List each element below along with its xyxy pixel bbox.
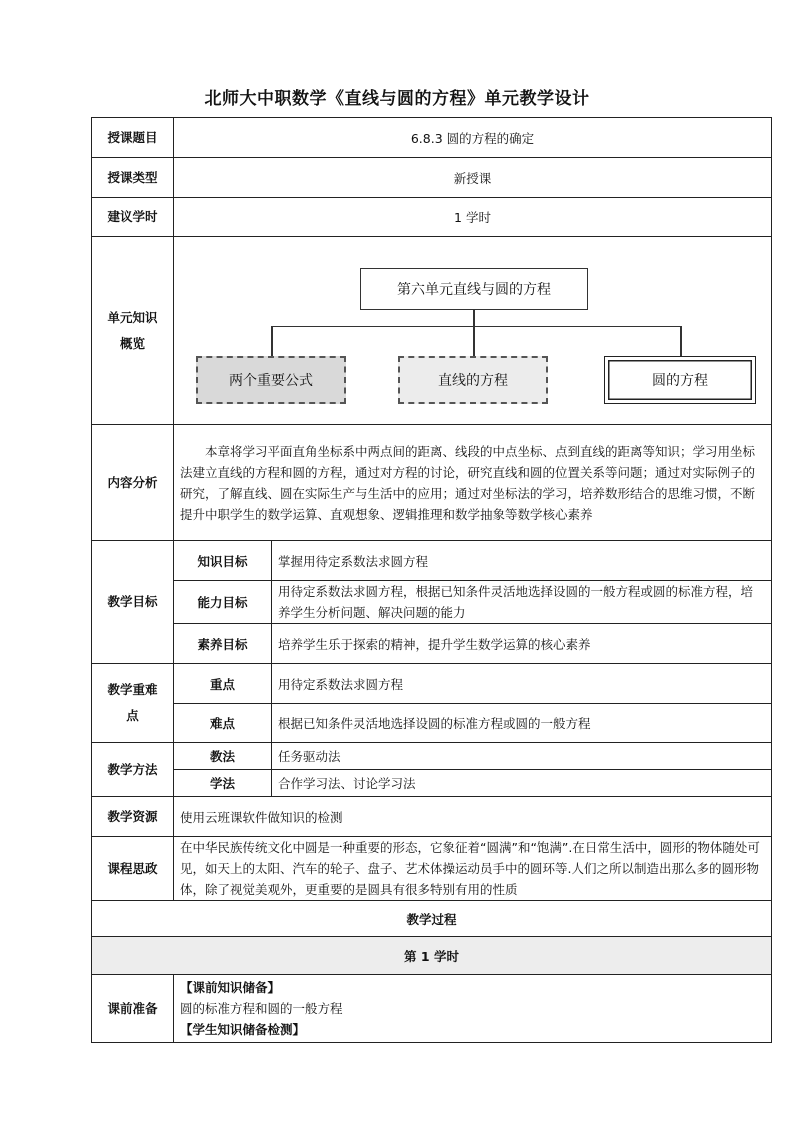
- objective-knowledge-value: 掌握用待定系数法求圆方程: [272, 541, 772, 581]
- objectives-label: 教学目标: [92, 541, 174, 664]
- row-objective-ability: [92, 581, 772, 624]
- overview-label: [92, 237, 174, 425]
- ideology-text: 在中华民族传统文化中圆是一种重要的形态，它象征着“圆满”和“饱满”.在日常生活中，圆形的物体随处可见，如天上的太阳、汽车的轮子、盘子、艺术体操运动员手中的圆环等.人们之所以制造出那么多的圆形物体，除了视觉美观外，更重要的是圆具有很多特别有用的性质: [174, 837, 772, 901]
- learning-method-value: 合作学习法、讨论学习法: [272, 770, 772, 797]
- row-process-header: [92, 901, 772, 937]
- prep-cell: [174, 975, 772, 1043]
- prep-line-knowledge-reserve: 【课前知识储备】: [180, 980, 281, 995]
- keypoints-label-line1: 教学重难: [107, 682, 158, 697]
- row-objective-literacy: [92, 624, 772, 664]
- row-topic: [92, 118, 772, 158]
- teaching-method-value: 任务驱动法: [272, 743, 772, 770]
- hours-label: 建议学时: [92, 198, 174, 237]
- process-header: 教学过程: [92, 901, 772, 937]
- lesson-plan-table: [91, 117, 772, 1043]
- row-type: [92, 158, 772, 198]
- methods-label: 教学方法: [92, 743, 174, 797]
- type-label: 授课类型: [92, 158, 174, 198]
- keypoints-label-line2: 点: [126, 708, 139, 723]
- row-overview: [92, 237, 772, 425]
- teaching-method-key: 教法: [174, 743, 272, 770]
- analysis-text: 本章将学习平面直角坐标系中两点间的距离、线段的中点坐标、点到直线的距离等知识；学习用坐标法建立直线的方程和圆的方程，通过对方程的讨论，研究直线和圆的位置关系等问题；通过对实际例子的研究，了解直线、圆在实际生产与生活中的应用；通过对坐标法的学习，培养数形结合的思维习惯，不断提升中职学生的数学运算、直观想象、逻辑推理和数学抽象等数学核心素养: [180, 443, 756, 522]
- row-prep: [92, 975, 772, 1043]
- analysis-label: 内容分析: [92, 425, 174, 541]
- resources-label: 教学资源: [92, 797, 174, 837]
- keypoints-label: [92, 664, 174, 743]
- keypoint-key: 重点: [174, 664, 272, 704]
- row-resources: [92, 797, 772, 837]
- row-hours: [92, 198, 772, 237]
- objective-literacy-value: 培养学生乐于探索的精神，提升学生数学运算的核心素养: [272, 624, 772, 664]
- row-teaching-method: [92, 743, 772, 770]
- row-objective-knowledge: [92, 541, 772, 581]
- objective-ability-key: 能力目标: [174, 581, 272, 624]
- period-header: 第 1 学时: [92, 937, 772, 975]
- overview-label-line2: 概览: [119, 335, 145, 351]
- learning-method-key: 学法: [174, 770, 272, 797]
- hours-value: 1 学时: [174, 198, 772, 237]
- prep-label: 课前准备: [92, 975, 174, 1043]
- overview-diagram-cell: [174, 237, 772, 425]
- difficulty-key: 难点: [174, 704, 272, 743]
- keypoint-value: 用待定系数法求圆方程: [272, 664, 772, 704]
- row-analysis: [92, 425, 772, 541]
- prep-line-check: 【学生知识储备检测】: [180, 1022, 306, 1037]
- row-keypoint: [92, 664, 772, 704]
- row-learning-method: [92, 770, 772, 797]
- node-circle-equation: 圆的方程: [604, 356, 756, 404]
- document-title: 北师大中职数学《直线与圆的方程》单元教学设计: [204, 89, 590, 109]
- unit-root-node: 第六单元直线与圆的方程: [360, 268, 588, 310]
- difficulty-value: 根据已知条件灵活地选择设圆的标准方程或圆的一般方程: [272, 704, 772, 743]
- node-line-equation: 直线的方程: [398, 356, 548, 404]
- ideology-label: 课程思政: [92, 837, 174, 901]
- knowledge-tree-diagram: [174, 238, 772, 424]
- row-difficulty: [92, 704, 772, 743]
- objective-ability-value: 用待定系数法求圆方程，根据已知条件灵活地选择设圆的一般方程或圆的标准方程，培养学生分析问题、解决问题的能力: [272, 581, 772, 624]
- topic-label: 授课题目: [92, 118, 174, 158]
- connector-bar: [271, 326, 681, 328]
- resources-value: 使用云班课软件做知识的检测: [174, 797, 772, 837]
- type-value: 新授课: [174, 158, 772, 198]
- connector-mid: [473, 326, 475, 356]
- row-ideology: [92, 837, 772, 901]
- objective-literacy-key: 素养目标: [174, 624, 272, 664]
- node-two-formulas: 两个重要公式: [196, 356, 346, 404]
- prep-line-equations: 圆的标准方程和圆的一般方程: [180, 1001, 343, 1016]
- row-period-header: [92, 937, 772, 975]
- analysis-cell: [174, 425, 772, 541]
- topic-value: 6.8.3 圆的方程的确定: [174, 118, 772, 158]
- objective-knowledge-key: 知识目标: [174, 541, 272, 581]
- connector-trunk: [473, 310, 475, 326]
- connector-right: [680, 326, 682, 356]
- overview-label-line1: 单元知识: [107, 309, 158, 325]
- connector-left: [271, 326, 273, 356]
